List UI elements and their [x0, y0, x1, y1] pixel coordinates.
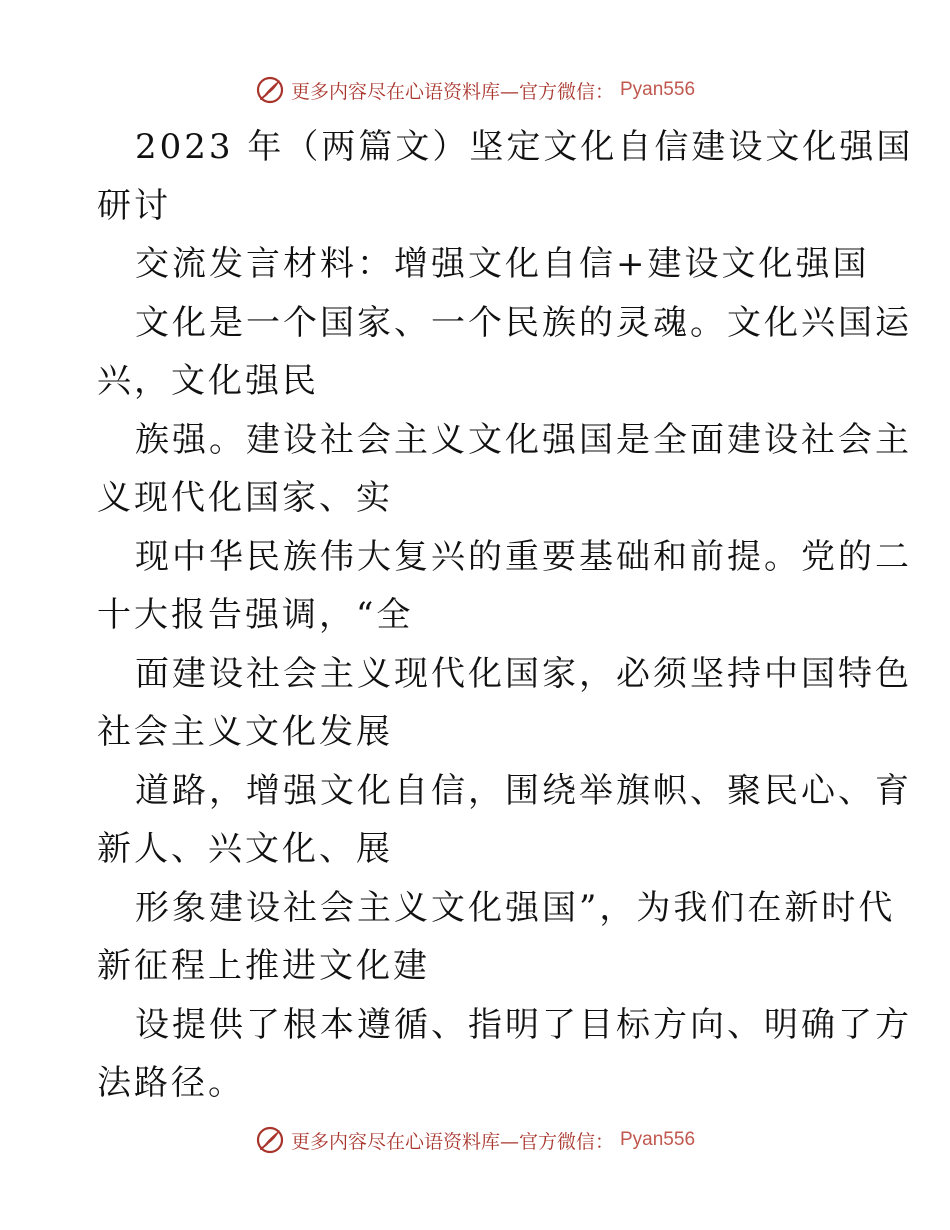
document-body	[97, 118, 914, 1113]
feather-quill-logo-icon	[255, 75, 285, 105]
paragraph-line: 道路，增强文化自信，围绕举旗帜、聚民心、育	[135, 770, 912, 811]
feather-quill-logo-icon	[255, 1125, 285, 1155]
footer-banner	[0, 1120, 950, 1160]
paragraph-line: 族强。建设社会主义文化强国是全面建设社会主	[135, 419, 912, 460]
paragraph-line: 新人、兴文化、展	[97, 829, 393, 869]
paragraph-line: 面建设社会主义现代化国家，必须坚持中国特色	[135, 653, 912, 694]
header-banner	[0, 70, 950, 110]
subtitle-line: 交流发言材料：增强文化自信+建设文化强国	[135, 244, 870, 284]
banner-text: 更多内容尽在心语资料库—官方微信：	[290, 1130, 614, 1153]
paragraph-line: 文化是一个国家、一个民族的灵魂。文化兴国运	[135, 302, 912, 343]
paragraph-line: 新征程上推进文化建	[97, 946, 430, 986]
title-line-1: 2023 年（两篇文）坚定文化自信建设文化强国	[135, 127, 914, 167]
wechat-id: Pyan556	[620, 1129, 696, 1150]
paragraph-line: 法路径。	[97, 1063, 245, 1103]
paragraph-line: 十大报告强调，“全	[97, 595, 414, 635]
title-line-2: 研讨	[97, 185, 171, 226]
wechat-id: Pyan556	[620, 79, 696, 100]
paragraph-line: 形象建设社会主义文化强国”，为我们在新时代	[135, 887, 896, 928]
paragraph-line: 设提供了根本遵循、指明了目标方向、明确了方	[135, 1004, 912, 1045]
paragraph-line: 兴，文化强民	[97, 361, 319, 401]
banner-text: 更多内容尽在心语资料库—官方微信：	[290, 80, 614, 103]
paragraph-line: 社会主义文化发展	[97, 712, 393, 752]
paragraph-line: 义现代化国家、实	[97, 478, 393, 518]
paragraph-line: 现中华民族伟大复兴的重要基础和前提。党的二	[135, 536, 912, 577]
